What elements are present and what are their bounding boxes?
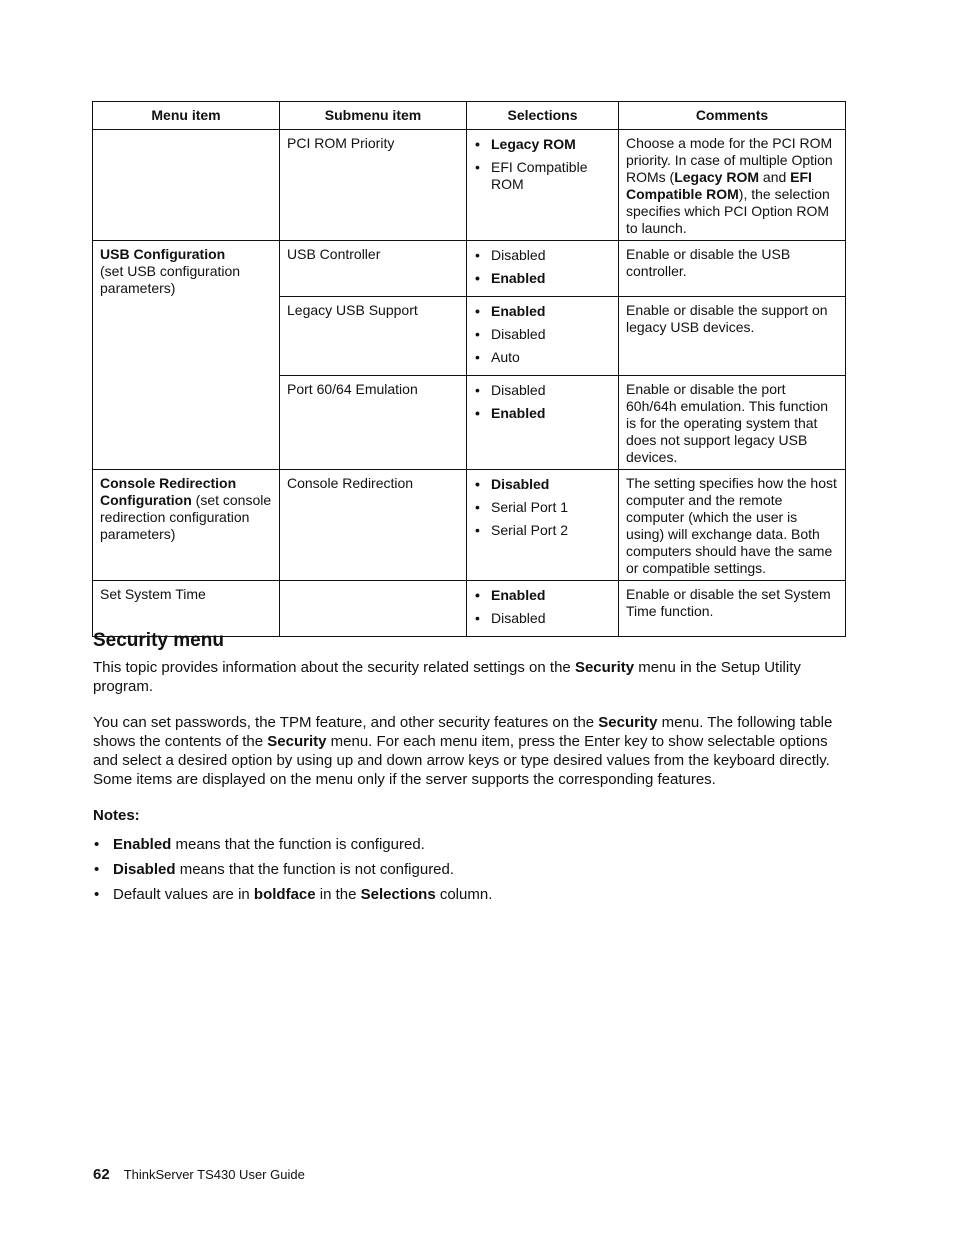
menu-item-title: Console Redirection Configuration [100,475,237,508]
selections-cell [467,376,619,470]
intro-paragraph [93,658,848,696]
note-item [93,885,848,904]
comment-bold: Legacy ROM [674,169,760,185]
note-text: means that the function is configured. [171,836,425,853]
selection-option: • Auto [474,349,611,366]
menu-item-title: USB Configuration [100,246,226,262]
comment-cell [619,130,846,241]
section-title: Security menu [93,630,224,651]
table-row [93,470,846,581]
selections-cell [467,130,619,241]
selections-cell [467,241,619,297]
selection-option: • Disabled [474,610,611,627]
submenu-item-cell [280,581,467,637]
menu-item-description: (set USB configuration parameters) [100,263,241,296]
note-bold: boldface [253,886,316,903]
guide-title: ThinkServer TS430 User Guide [123,1167,305,1182]
selection-option: • Disabled [474,382,611,399]
note-text: column. [435,886,493,903]
notes-list [93,835,848,904]
table-header-row [93,102,846,130]
note-bold: Disabled [113,861,176,878]
selection-option: • EFI Compatible ROM [474,159,611,193]
selection-option: • Legacy ROM [474,136,611,153]
submenu-item-cell: Console Redirection [280,470,467,581]
selection-option: • Serial Port 1 [474,499,611,516]
selection-option: • Enabled [474,303,611,320]
submenu-item-cell: PCI ROM Priority [280,130,467,241]
paragraph-text: This topic provides information about the security related settings on the [93,659,575,676]
table-row [93,130,846,241]
selection-option: • Disabled [474,247,611,264]
table-row [93,241,846,297]
menu-item-cell: Set System Time [93,581,280,637]
selection-option: • Enabled [474,587,611,604]
paragraph-text: You can set passwords, the TPM feature, and other security features on the [93,714,599,731]
submenu-item-cell: Legacy USB Support [280,297,467,376]
note-item [93,860,848,879]
security-menu-section [93,630,848,910]
description-paragraph [93,713,848,789]
selection-option: • Enabled [474,405,611,422]
paragraph-bold: Security [574,659,635,676]
paragraph-text: menu in the Setup Utility program. [93,659,801,695]
selections-cell [467,470,619,581]
comment-text: Choose a mode for the PCI ROM priority. In case of multiple Option ROMs ( [626,135,833,185]
paragraph-text: menu. The following table shows the contents of the [93,714,833,750]
column-header-submenu-item: Submenu item [280,102,467,130]
comment-cell: The setting specifies how the host computer and the remote computer (which the user is using) will exchange data. Both computers should have the same or compatible settings. [619,470,846,581]
comment-cell: Enable or disable the port 60h/64h emulation. This function is for the operating system that does not support legacy USB devices. [619,376,846,470]
selection-option: • Serial Port 2 [474,522,611,539]
note-bold: Selections [360,886,436,903]
menu-item-cell-empty [93,130,280,241]
paragraph-bold: Security [267,733,327,750]
note-text: in the [315,886,361,903]
note-bold: Enabled [113,836,172,853]
submenu-item-cell: USB Controller [280,241,467,297]
column-header-comments: Comments [619,102,846,130]
settings-table [92,101,846,637]
comment-text: and [759,169,791,185]
paragraph-bold: Security [598,714,658,731]
selection-option: • Disabled [474,476,611,493]
page-footer [93,1166,305,1184]
selections-cell [467,297,619,376]
submenu-item-cell: Port 60/64 Emulation [280,376,467,470]
selections-cell [467,581,619,637]
notes-heading: Notes: [93,807,140,824]
comment-cell: Enable or disable the set System Time function. [619,581,846,637]
menu-item-cell [93,470,280,581]
note-text: means that the function is not configured. [175,861,455,878]
comment-bold: EFI Compatible ROM [626,169,812,202]
table-row [93,581,846,637]
column-header-selections: Selections [467,102,619,130]
comment-cell: Enable or disable the USB controller. [619,241,846,297]
note-text: Default values are in [113,886,254,903]
column-header-menu-item: Menu item [93,102,280,130]
comment-cell: Enable or disable the support on legacy USB devices. [619,297,846,376]
selection-option: • Enabled [474,270,611,287]
menu-item-description: (set console redirection configuration parameters) [100,492,272,542]
selection-option: • Disabled [474,326,611,343]
note-item [93,835,848,854]
menu-item-cell [93,241,280,470]
paragraph-text: menu. For each menu item, press the Enter key to show selectable options and select a desired option by using up and down arrow keys or type desired values from the keyboard directly. Some items are displayed on the menu only if the server supports the corresponding features. [93,733,830,788]
page-number: 62 [93,1166,110,1183]
comment-text: ), the selection specifies which PCI Option ROM to launch. [626,186,830,236]
